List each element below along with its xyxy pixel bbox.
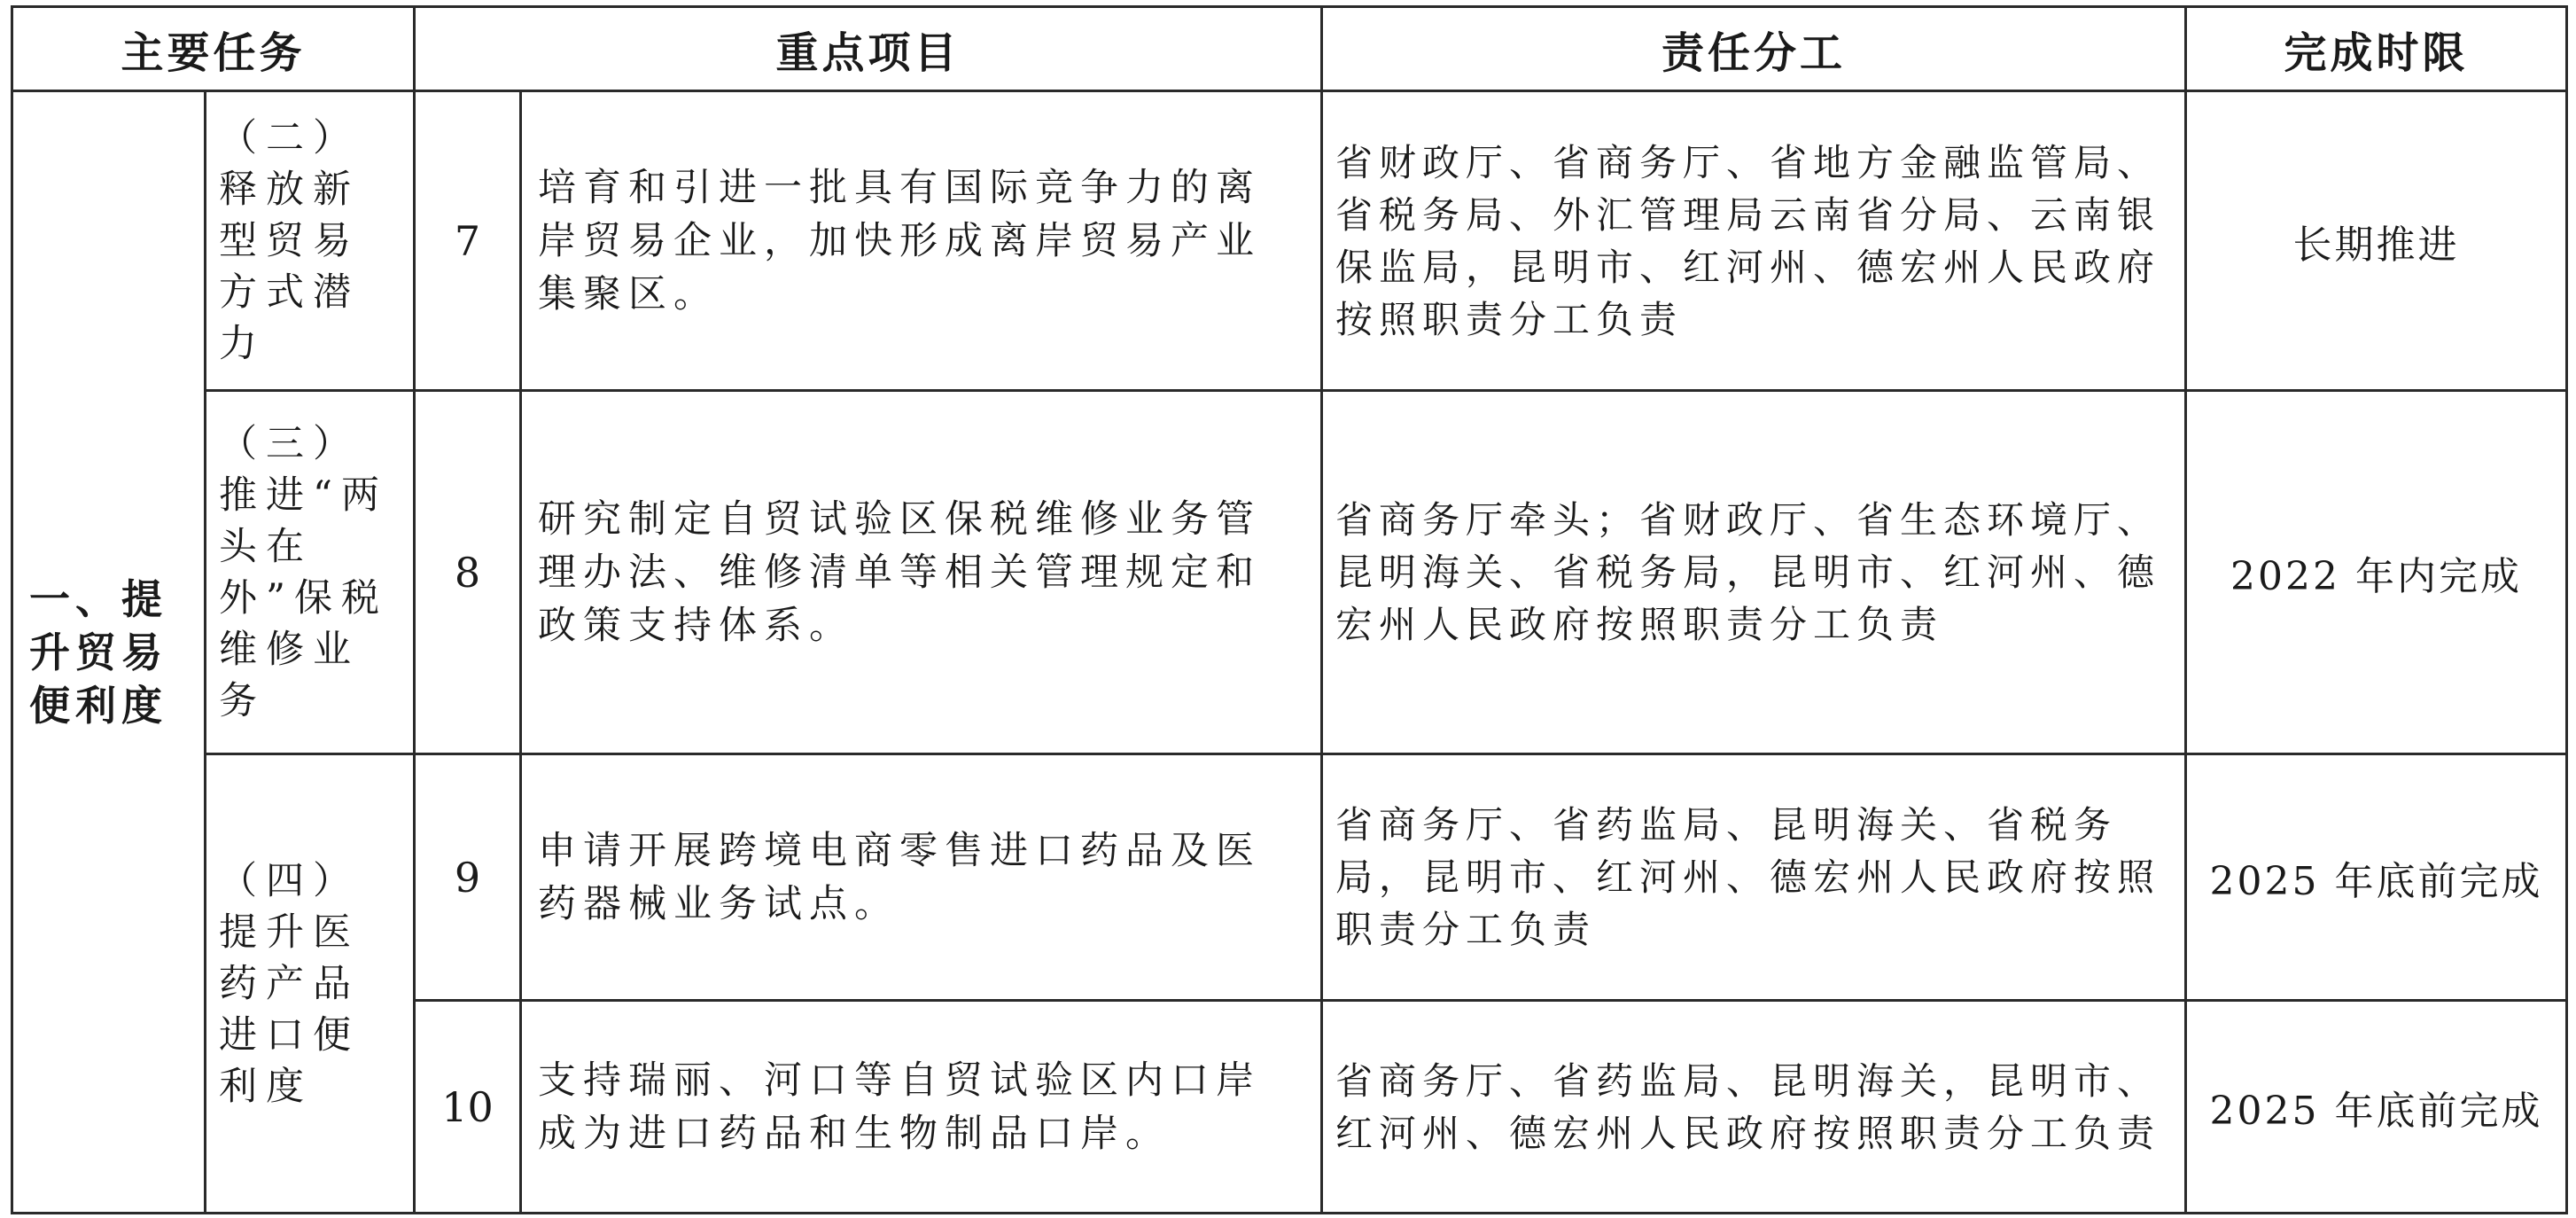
item-number: 10 xyxy=(415,1001,521,1214)
responsibility-cell: 省商务厅、省药监局、昆明海关、省税务局，昆明市、红河州、德宏州人民政府按照职责分工负责 xyxy=(1322,754,2186,1001)
project-cell: 培育和引进一批具有国际竞争力的离岸贸易企业，加快形成离岸贸易产业集聚区。 xyxy=(521,91,1322,391)
project-cell: 研究制定自贸试验区保税维修业务管理办法、维修清单等相关管理规定和政策支持体系。 xyxy=(521,391,1322,754)
project-cell: 申请开展跨境电商零售进口药品及医药器械业务试点。 xyxy=(521,754,1322,1001)
responsibility-cell: 省商务厅、省药监局、昆明海关，昆明市、红河州、德宏州人民政府按照职责分工负责 xyxy=(1322,1001,2186,1214)
deadline-cell: 2022 年内完成 xyxy=(2186,391,2567,754)
project-cell: 支持瑞丽、河口等自贸试验区内口岸成为进口药品和生物制品口岸。 xyxy=(521,1001,1322,1214)
sub-task-cell: （二）释放新型贸易方式潜力 xyxy=(206,91,415,391)
responsibility-cell: 省商务厅牵头；省财政厅、省生态环境厅、昆明海关、省税务局，昆明市、红河州、德宏州人民政府按照职责分工负责 xyxy=(1322,391,2186,754)
deadline-cell: 2025 年底前完成 xyxy=(2186,754,2567,1001)
header-row xyxy=(12,7,2567,91)
item-number: 9 xyxy=(415,754,521,1001)
table-row xyxy=(12,391,2567,754)
table-row xyxy=(12,91,2567,391)
header-main-task: 主要任务 xyxy=(12,7,415,91)
major-task-cell: 一、提升贸易便利度 xyxy=(12,91,206,1214)
responsibility-cell: 省财政厅、省商务厅、省地方金融监管局、省税务局、外汇管理局云南省分局、云南银保监局，昆明市、红河州、德宏州人民政府按照职责分工负责 xyxy=(1322,91,2186,391)
task-table xyxy=(11,5,2568,1214)
deadline-cell: 2025 年底前完成 xyxy=(2186,1001,2567,1214)
header-responsibility: 责任分工 xyxy=(1322,7,2186,91)
table-row xyxy=(12,754,2567,1001)
item-number: 8 xyxy=(415,391,521,754)
header-key-project: 重点项目 xyxy=(415,7,1322,91)
deadline-cell: 长期推进 xyxy=(2186,91,2567,391)
sub-task-cell: （三）推进“两头在外”保税维修业务 xyxy=(206,391,415,754)
header-deadline: 完成时限 xyxy=(2186,7,2567,91)
sub-task-cell: （四）提升医药产品进口便利度 xyxy=(206,754,415,1214)
item-number: 7 xyxy=(415,91,521,391)
